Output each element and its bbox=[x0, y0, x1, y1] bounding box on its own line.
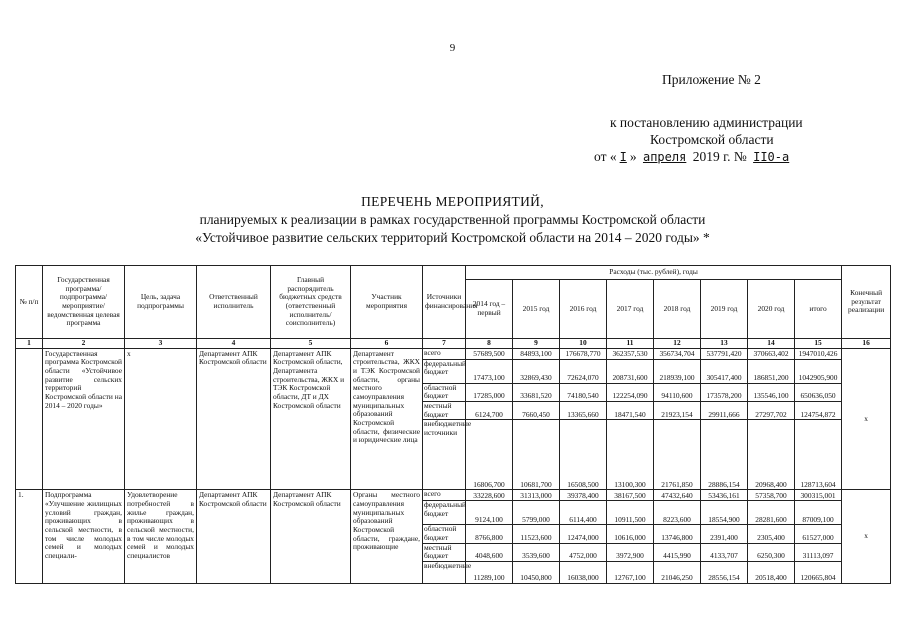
decree-line-2: Костромской области bbox=[650, 132, 774, 147]
header-source: Источники финансирования bbox=[423, 266, 466, 339]
funding-source: всего bbox=[423, 490, 466, 501]
expense-value: 8766,800 bbox=[466, 525, 513, 543]
expense-value: 33228,600 bbox=[466, 490, 513, 501]
expense-value: 7660,450 bbox=[513, 401, 560, 419]
expense-value: 208731,600 bbox=[607, 359, 654, 383]
expense-value: 4752,000 bbox=[560, 543, 607, 561]
row-program: Подпрограмма «Улучшение жилищных условий граждан, проживающих в сельской местности, в том числе молодых семей и молодых специали- bbox=[43, 490, 125, 584]
decree-date-line bbox=[594, 149, 792, 165]
header-year-2017: 2017 год bbox=[607, 280, 654, 339]
expense-value: 21761,850 bbox=[654, 420, 701, 490]
expense-value: 18471,540 bbox=[607, 401, 654, 419]
funding-source: федеральный бюджет bbox=[423, 359, 466, 383]
decree-day: I bbox=[619, 150, 627, 164]
expense-value: 8223,600 bbox=[654, 501, 701, 525]
page-number: 9 bbox=[449, 42, 456, 54]
row-program: Государственная программа Костромской области «Устойчивое развитие сельских территорий Костромской области на 2014 – 2020 годы» bbox=[43, 348, 125, 490]
expense-value: 218939,100 bbox=[654, 359, 701, 383]
funding-source: внебюджетные bbox=[423, 561, 466, 583]
column-number: 3 bbox=[125, 339, 197, 349]
header-goal: Цель, задача подпрограммы bbox=[125, 266, 197, 339]
header-year-2016: 2016 год bbox=[560, 280, 607, 339]
column-number: 15 bbox=[795, 339, 842, 349]
funding-row bbox=[16, 490, 891, 501]
header-year-2014: 2014 год – первый bbox=[466, 280, 513, 339]
measures-table bbox=[15, 265, 891, 584]
expense-value: 21046,250 bbox=[654, 561, 701, 583]
expense-value: 11289,100 bbox=[466, 561, 513, 583]
header-result: Конечный результат реализации bbox=[842, 266, 891, 339]
expense-value: 32869,430 bbox=[513, 359, 560, 383]
funding-source: всего bbox=[423, 348, 466, 359]
expense-value: 61527,000 bbox=[795, 525, 842, 543]
expense-value: 3972,900 bbox=[607, 543, 654, 561]
expense-value: 84893,100 bbox=[513, 348, 560, 359]
expense-value: 11523,600 bbox=[513, 525, 560, 543]
header-year-2020: 2020 год bbox=[748, 280, 795, 339]
header-year-2018: 2018 год bbox=[654, 280, 701, 339]
decree-prefix: от « bbox=[594, 149, 617, 164]
column-number: 8 bbox=[466, 339, 513, 349]
decree-month: апреля bbox=[642, 150, 687, 164]
row-goal: Удовлетворение потребностей в жилье граждан, проживающих в сельской местности, в том числе молодых семей и молодых специалистов bbox=[125, 490, 197, 584]
expense-value: 13100,300 bbox=[607, 420, 654, 490]
expense-value: 9124,100 bbox=[466, 501, 513, 525]
funding-source: местный бюджет bbox=[423, 401, 466, 419]
expense-value: 537791,420 bbox=[701, 348, 748, 359]
expense-value: 356734,704 bbox=[654, 348, 701, 359]
expense-value: 13746,800 bbox=[654, 525, 701, 543]
header-expenses-group: Расходы (тыс. рублей), годы bbox=[466, 266, 842, 280]
expense-value: 10681,700 bbox=[513, 420, 560, 490]
expense-value: 4415,990 bbox=[654, 543, 701, 561]
column-number: 13 bbox=[701, 339, 748, 349]
expense-value: 29911,666 bbox=[701, 401, 748, 419]
column-number: 10 bbox=[560, 339, 607, 349]
expense-value: 20968,400 bbox=[748, 420, 795, 490]
expense-value: 5799,000 bbox=[513, 501, 560, 525]
expense-value: 53436,161 bbox=[701, 490, 748, 501]
expense-value: 2391,400 bbox=[701, 525, 748, 543]
expense-value: 57689,500 bbox=[466, 348, 513, 359]
column-number: 5 bbox=[271, 339, 351, 349]
decree-mid: » bbox=[629, 149, 637, 164]
expense-value: 16038,000 bbox=[560, 561, 607, 583]
row-gbs: Департамент АПК Костромской области bbox=[271, 490, 351, 584]
expense-value: 362357,530 bbox=[607, 348, 654, 359]
expense-value: 57358,700 bbox=[748, 490, 795, 501]
funding-source: областной бюджет bbox=[423, 383, 466, 401]
expense-value: 10616,000 bbox=[607, 525, 654, 543]
expense-value: 31113,097 bbox=[795, 543, 842, 561]
expense-value: 39378,400 bbox=[560, 490, 607, 501]
row-participant: Органы местного самоуправления муниципальных образований Костромской области, граждане, проживающие bbox=[351, 490, 423, 584]
expense-value: 6124,700 bbox=[466, 401, 513, 419]
expense-value: 18554,900 bbox=[701, 501, 748, 525]
expense-value: 12767,100 bbox=[607, 561, 654, 583]
expense-value: 33681,520 bbox=[513, 383, 560, 401]
header-year-2019: 2019 год bbox=[701, 280, 748, 339]
document-subtitle: планируемых к реализации в рамках государственной программы Костромской области bbox=[199, 212, 706, 227]
funding-source: местный бюджет bbox=[423, 543, 466, 561]
row-result: х bbox=[842, 490, 891, 584]
row-goal: х bbox=[125, 348, 197, 490]
column-number: 16 bbox=[842, 339, 891, 349]
expense-value: 305417,400 bbox=[701, 359, 748, 383]
expense-value: 173578,200 bbox=[701, 383, 748, 401]
row-executor: Департамент АПК Костромской области bbox=[197, 348, 271, 490]
document-title: ПЕРЕЧЕНЬ МЕРОПРИЯТИЙ, bbox=[361, 194, 544, 209]
expense-value: 6114,400 bbox=[560, 501, 607, 525]
header-gbs: Главный распорядитель бюджетных средств (ответственный исполнитель/ соисполнитель) bbox=[271, 266, 351, 339]
expense-value: 27297,702 bbox=[748, 401, 795, 419]
header-executor: Ответственный исполнитель bbox=[197, 266, 271, 339]
expense-value: 650636,050 bbox=[795, 383, 842, 401]
expense-value: 17473,100 bbox=[466, 359, 513, 383]
row-executor: Департамент АПК Костромской области bbox=[197, 490, 271, 584]
expense-value: 38167,500 bbox=[607, 490, 654, 501]
expense-value: 4048,600 bbox=[466, 543, 513, 561]
header-total: итого bbox=[795, 280, 842, 339]
expense-value: 186851,200 bbox=[748, 359, 795, 383]
expense-value: 2305,400 bbox=[748, 525, 795, 543]
expense-value: 28886,154 bbox=[701, 420, 748, 490]
column-number: 11 bbox=[607, 339, 654, 349]
expense-value: 28281,600 bbox=[748, 501, 795, 525]
expense-value: 74180,540 bbox=[560, 383, 607, 401]
expense-value: 122254,090 bbox=[607, 383, 654, 401]
column-number: 6 bbox=[351, 339, 423, 349]
expense-value: 72624,070 bbox=[560, 359, 607, 383]
column-number: 12 bbox=[654, 339, 701, 349]
expense-value: 31313,000 bbox=[513, 490, 560, 501]
expense-value: 370663,402 bbox=[748, 348, 795, 359]
expense-value: 120665,804 bbox=[795, 561, 842, 583]
expense-value: 1947010,426 bbox=[795, 348, 842, 359]
expense-value: 16508,500 bbox=[560, 420, 607, 490]
column-number: 4 bbox=[197, 339, 271, 349]
program-title: «Устойчивое развитие сельских территорий Костромской области на 2014 – 2020 годы» * bbox=[195, 230, 710, 245]
column-number: 1 bbox=[16, 339, 43, 349]
row-gbs: Департамент АПК Костромской области, Департамента строительства, ЖКХ и ТЭК Костромской области, ДТ и ДХ Костромской области bbox=[271, 348, 351, 490]
expense-value: 10450,800 bbox=[513, 561, 560, 583]
expense-value: 135546,100 bbox=[748, 383, 795, 401]
expense-value: 87009,100 bbox=[795, 501, 842, 525]
header-num: № п/п bbox=[16, 266, 43, 339]
row-result: х bbox=[842, 348, 891, 490]
expense-value: 1042905,900 bbox=[795, 359, 842, 383]
expense-value: 10911,500 bbox=[607, 501, 654, 525]
funding-source: федеральный бюджет bbox=[423, 501, 466, 525]
column-number-row bbox=[16, 339, 891, 349]
expense-value: 12474,000 bbox=[560, 525, 607, 543]
header-participant: Участник мероприятия bbox=[351, 266, 423, 339]
decree-year: 2019 г. № bbox=[692, 149, 747, 164]
decree-number: II0-а bbox=[753, 150, 790, 164]
expense-value: 21923,154 bbox=[654, 401, 701, 419]
row-number bbox=[16, 348, 43, 490]
funding-row bbox=[16, 348, 891, 359]
column-number: 7 bbox=[423, 339, 466, 349]
expense-value: 17285,000 bbox=[466, 383, 513, 401]
expense-value: 128713,604 bbox=[795, 420, 842, 490]
expense-value: 6250,300 bbox=[748, 543, 795, 561]
funding-source: внебюджетные источники bbox=[423, 420, 466, 490]
expense-value: 3539,600 bbox=[513, 543, 560, 561]
column-number: 2 bbox=[43, 339, 125, 349]
expense-value: 94110,600 bbox=[654, 383, 701, 401]
row-number: 1. bbox=[16, 490, 43, 584]
funding-source: областной бюджет bbox=[423, 525, 466, 543]
column-number: 9 bbox=[513, 339, 560, 349]
expense-value: 20518,400 bbox=[748, 561, 795, 583]
expense-value: 176678,770 bbox=[560, 348, 607, 359]
decree-line-1: к постановлению администрации bbox=[610, 115, 803, 130]
row-participant: Департамент строительства, ЖКХ и ТЭК Костромской области, органы местного самоуправления муниципальных образований Костромской области, физические и юридические лица bbox=[351, 348, 423, 490]
expense-value: 16806,700 bbox=[466, 420, 513, 490]
expense-value: 13365,660 bbox=[560, 401, 607, 419]
header-year-2015: 2015 год bbox=[513, 280, 560, 339]
appendix-title: Приложение № 2 bbox=[662, 72, 761, 87]
expense-value: 28556,154 bbox=[701, 561, 748, 583]
expense-value: 4133,707 bbox=[701, 543, 748, 561]
expense-value: 47432,640 bbox=[654, 490, 701, 501]
expense-value: 300315,001 bbox=[795, 490, 842, 501]
column-number: 14 bbox=[748, 339, 795, 349]
header-program: Государственная программа/подпрограмма/мероприятие/ ведомственная целевая программа bbox=[43, 266, 125, 339]
expense-value: 124754,872 bbox=[795, 401, 842, 419]
